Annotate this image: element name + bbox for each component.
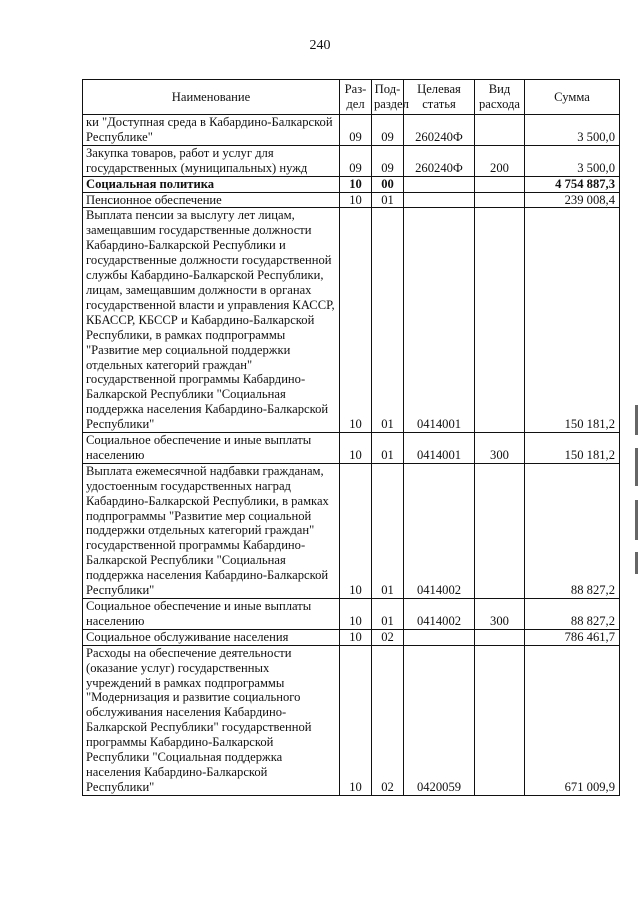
cell-razdel: 10 <box>340 629 372 645</box>
cell-name: ки "Доступная среда в Кабардино-Балкарской Республике" <box>83 115 340 146</box>
cell-target: 260240Ф <box>404 145 475 176</box>
table-row <box>83 645 620 795</box>
header-podrazdel-line-2: раздел <box>374 97 409 111</box>
table-row <box>83 463 620 598</box>
cell-podrazdel: 02 <box>372 645 404 795</box>
cell-name: Социальное обслуживание населения <box>83 629 340 645</box>
cell-razdel: 10 <box>340 208 372 433</box>
cell-sum: 671 009,9 <box>525 645 620 795</box>
header-row <box>83 80 620 115</box>
table-row <box>83 115 620 146</box>
page-number: 240 <box>309 38 331 53</box>
cell-vid <box>475 115 525 146</box>
table-row <box>83 145 620 176</box>
table-row <box>83 433 620 464</box>
header-vid <box>475 80 525 115</box>
scan-edge-mark <box>635 448 638 486</box>
cell-sum: 239 008,4 <box>525 192 620 208</box>
cell-vid: 200 <box>475 145 525 176</box>
cell-sum: 3 500,0 <box>525 145 620 176</box>
cell-podrazdel: 09 <box>372 115 404 146</box>
cell-vid <box>475 176 525 192</box>
header-vid-line-1: Вид <box>488 82 511 96</box>
cell-podrazdel: 01 <box>372 192 404 208</box>
table-row <box>83 176 620 192</box>
cell-vid <box>475 463 525 598</box>
cell-razdel: 10 <box>340 176 372 192</box>
cell-vid <box>475 192 525 208</box>
cell-razdel: 10 <box>340 192 372 208</box>
cell-sum: 150 181,2 <box>525 433 620 464</box>
cell-razdel: 10 <box>340 463 372 598</box>
header-sum: Сумма <box>525 80 620 115</box>
cell-name: Выплата ежемесячной надбавки гражданам, удостоенным государственных наград Кабардино-Балкарской Республики, в рамках подпрограммы "Развитие мер социальной поддержки отдельных категорий граждан" государственной программы Кабардино-Балкарской Республики "Социальная поддержка населения Кабардино-Балкарской Республики" <box>83 463 340 598</box>
header-razdel-line-2: дел <box>346 97 365 111</box>
cell-podrazdel: 00 <box>372 176 404 192</box>
cell-vid <box>475 208 525 433</box>
cell-target <box>404 192 475 208</box>
cell-razdel: 10 <box>340 599 372 630</box>
table-row <box>83 208 620 433</box>
cell-name: Выплата пенсии за выслугу лет лицам, замещавшим государственные должности Кабардино-Балкарской Республики и государственные должности государственной службы Кабардино-Балкарской Республики, лицам, замещавшим должности в органах государственной власти и управления КАССР, КБАССР, КБССР и Кабардино-Балкарской Республики, в рамках подпрограммы "Развитие мер социальной поддержки отдельных категорий граждан" государственной программы Кабардино-Балкарской Республики "Социальная поддержка населения Кабардино-Балкарской Республики" <box>83 208 340 433</box>
scan-edge-mark <box>635 500 638 540</box>
cell-name: Социальная политика <box>83 176 340 192</box>
cell-target: 0414001 <box>404 208 475 433</box>
cell-target: 0414002 <box>404 463 475 598</box>
header-target <box>404 80 475 115</box>
cell-podrazdel: 01 <box>372 433 404 464</box>
scan-edge-mark <box>635 552 638 574</box>
header-razdel <box>340 80 372 115</box>
header-podrazdel-line-1: Под- <box>374 82 401 96</box>
cell-sum: 150 181,2 <box>525 208 620 433</box>
cell-vid: 300 <box>475 433 525 464</box>
cell-podrazdel: 09 <box>372 145 404 176</box>
cell-sum: 4 754 887,3 <box>525 176 620 192</box>
cell-razdel: 09 <box>340 145 372 176</box>
cell-podrazdel: 01 <box>372 208 404 433</box>
header-target-line-2: статья <box>422 97 456 111</box>
cell-target: 0414001 <box>404 433 475 464</box>
cell-target <box>404 629 475 645</box>
cell-target: 0414002 <box>404 599 475 630</box>
cell-target: 260240Ф <box>404 115 475 146</box>
cell-name: Социальное обеспечение и иные выплаты населению <box>83 599 340 630</box>
scan-edge-mark <box>635 405 638 435</box>
cell-vid <box>475 629 525 645</box>
header-name: Наименование <box>83 80 340 115</box>
cell-podrazdel: 01 <box>372 463 404 598</box>
header-target-line-1: Целевая <box>417 82 461 96</box>
cell-sum: 3 500,0 <box>525 115 620 146</box>
header-podrazdel <box>372 80 409 115</box>
cell-name: Расходы на обеспечение деятельности (оказание услуг) государственных учреждений в рамках подпрограммы "Модернизация и развитие социального обслуживания населения Кабардино-Балкарской Республики" государственной программы Кабардино-Балкарской Республики "Социальная поддержка населения Кабардино-Балкарской Республики" <box>83 645 340 795</box>
table-header <box>83 80 620 115</box>
cell-sum: 786 461,7 <box>525 629 620 645</box>
cell-sum: 88 827,2 <box>525 463 620 598</box>
table-body <box>83 115 620 796</box>
cell-razdel: 10 <box>340 645 372 795</box>
cell-name: Социальное обеспечение и иные выплаты населению <box>83 433 340 464</box>
cell-name: Закупка товаров, работ и услуг для государственных (муниципальных) нужд <box>83 145 340 176</box>
cell-sum: 88 827,2 <box>525 599 620 630</box>
cell-razdel: 10 <box>340 433 372 464</box>
cell-vid: 300 <box>475 599 525 630</box>
header-vid-line-2: расхода <box>478 97 521 111</box>
table-row <box>83 192 620 208</box>
budget-table <box>82 79 620 796</box>
cell-podrazdel: 02 <box>372 629 404 645</box>
header-razdel-line-1: Раз- <box>344 82 367 96</box>
cell-podrazdel: 01 <box>372 599 404 630</box>
cell-target: 0420059 <box>404 645 475 795</box>
cell-name: Пенсионное обеспечение <box>83 192 340 208</box>
cell-target <box>404 176 475 192</box>
cell-vid <box>475 645 525 795</box>
table-row <box>83 599 620 630</box>
cell-razdel: 09 <box>340 115 372 146</box>
table-row <box>83 629 620 645</box>
